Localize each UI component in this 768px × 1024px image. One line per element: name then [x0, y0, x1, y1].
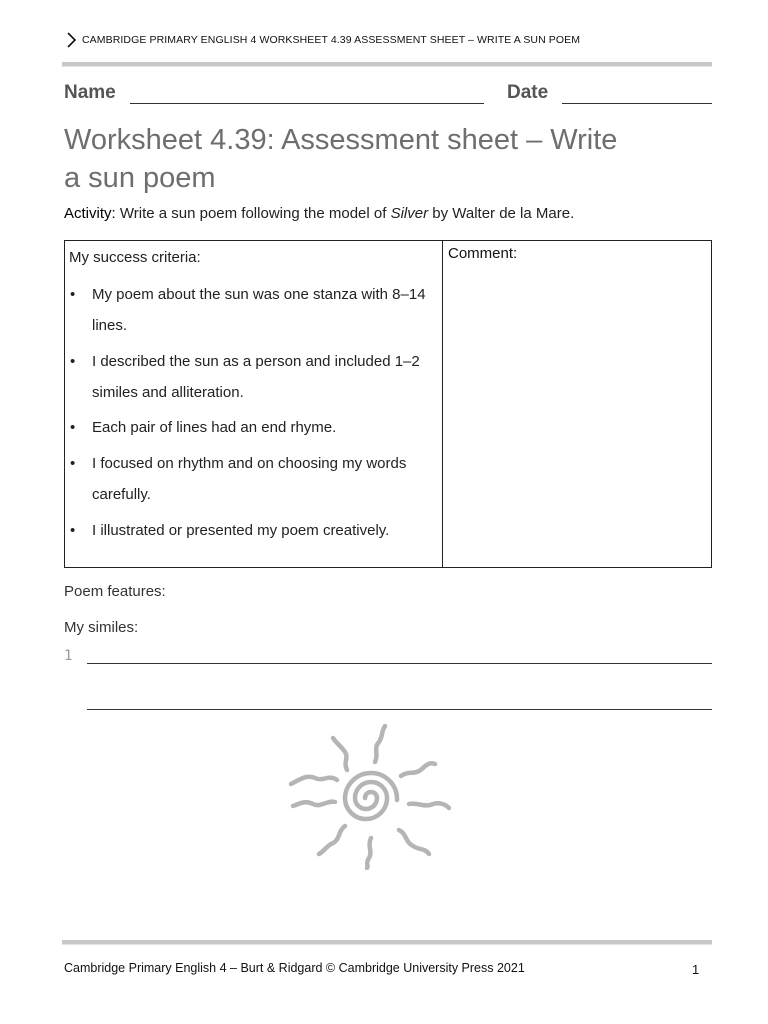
name-label: Name — [64, 82, 116, 103]
activity-label: Activity: — [64, 205, 116, 222]
page-title — [64, 121, 664, 197]
criteria-item — [70, 448, 432, 510]
criteria-title: My success criteria: — [69, 249, 201, 266]
page-number: 1 — [692, 962, 700, 977]
criteria-item — [70, 515, 432, 546]
activity-instruction — [64, 205, 574, 222]
breadcrumb-text: CAMBRIDGE PRIMARY ENGLISH 4 WORKSHEET 4.39 ASSESSMENT SHEET – WRITE A SUN POEM — [82, 34, 581, 46]
sun-spiral-icon — [285, 722, 455, 870]
footer-credit: Cambridge Primary English 4 – Burt & Ridgard © Cambridge University Press 2021 — [64, 961, 525, 975]
criteria-item-text: Each pair of lines had an end rhyme. — [92, 419, 337, 436]
line-number: 1 — [64, 648, 73, 664]
criteria-item — [70, 279, 432, 341]
activity-text-after: by Walter de la Mare. — [428, 205, 575, 222]
bullet: • — [70, 455, 76, 472]
bullet: • — [70, 353, 76, 370]
header-divider — [62, 62, 712, 67]
comment-label: Comment: — [448, 245, 518, 262]
activity-poem-title: Silver — [390, 205, 429, 222]
table-column-divider — [442, 240, 443, 568]
criteria-item-text: I described the sun as a person and included 1–2 similes and alliteration. — [92, 353, 420, 401]
footer-divider — [62, 940, 712, 945]
breadcrumb — [64, 31, 580, 49]
page-title-line-2: a sun poem — [64, 162, 216, 194]
criteria-item — [70, 412, 432, 443]
chevron-right-icon — [64, 31, 78, 49]
name-field[interactable] — [130, 102, 484, 104]
date-label: Date — [507, 82, 549, 103]
criteria-item — [70, 346, 432, 408]
criteria-item-text: My poem about the sun was one stanza with 8–14 lines. — [92, 286, 426, 334]
bullet: • — [70, 419, 76, 436]
simile-answer-line-1[interactable] — [87, 663, 712, 664]
page-title-line-1: Worksheet 4.39: Assessment sheet – Write — [64, 124, 618, 156]
date-field[interactable] — [562, 102, 712, 104]
criteria-item-text: I focused on rhythm and on choosing my words carefully. — [92, 455, 407, 503]
similes-label: My similes: — [64, 619, 139, 636]
bullet: • — [70, 286, 76, 303]
poem-features-label: Poem features: — [64, 583, 166, 600]
activity-text-before: Write a sun poem following the model of — [115, 205, 391, 222]
simile-answer-line-2[interactable] — [87, 709, 712, 710]
criteria-item-text: I illustrated or presented my poem creatively. — [92, 522, 390, 539]
bullet: • — [70, 522, 76, 539]
